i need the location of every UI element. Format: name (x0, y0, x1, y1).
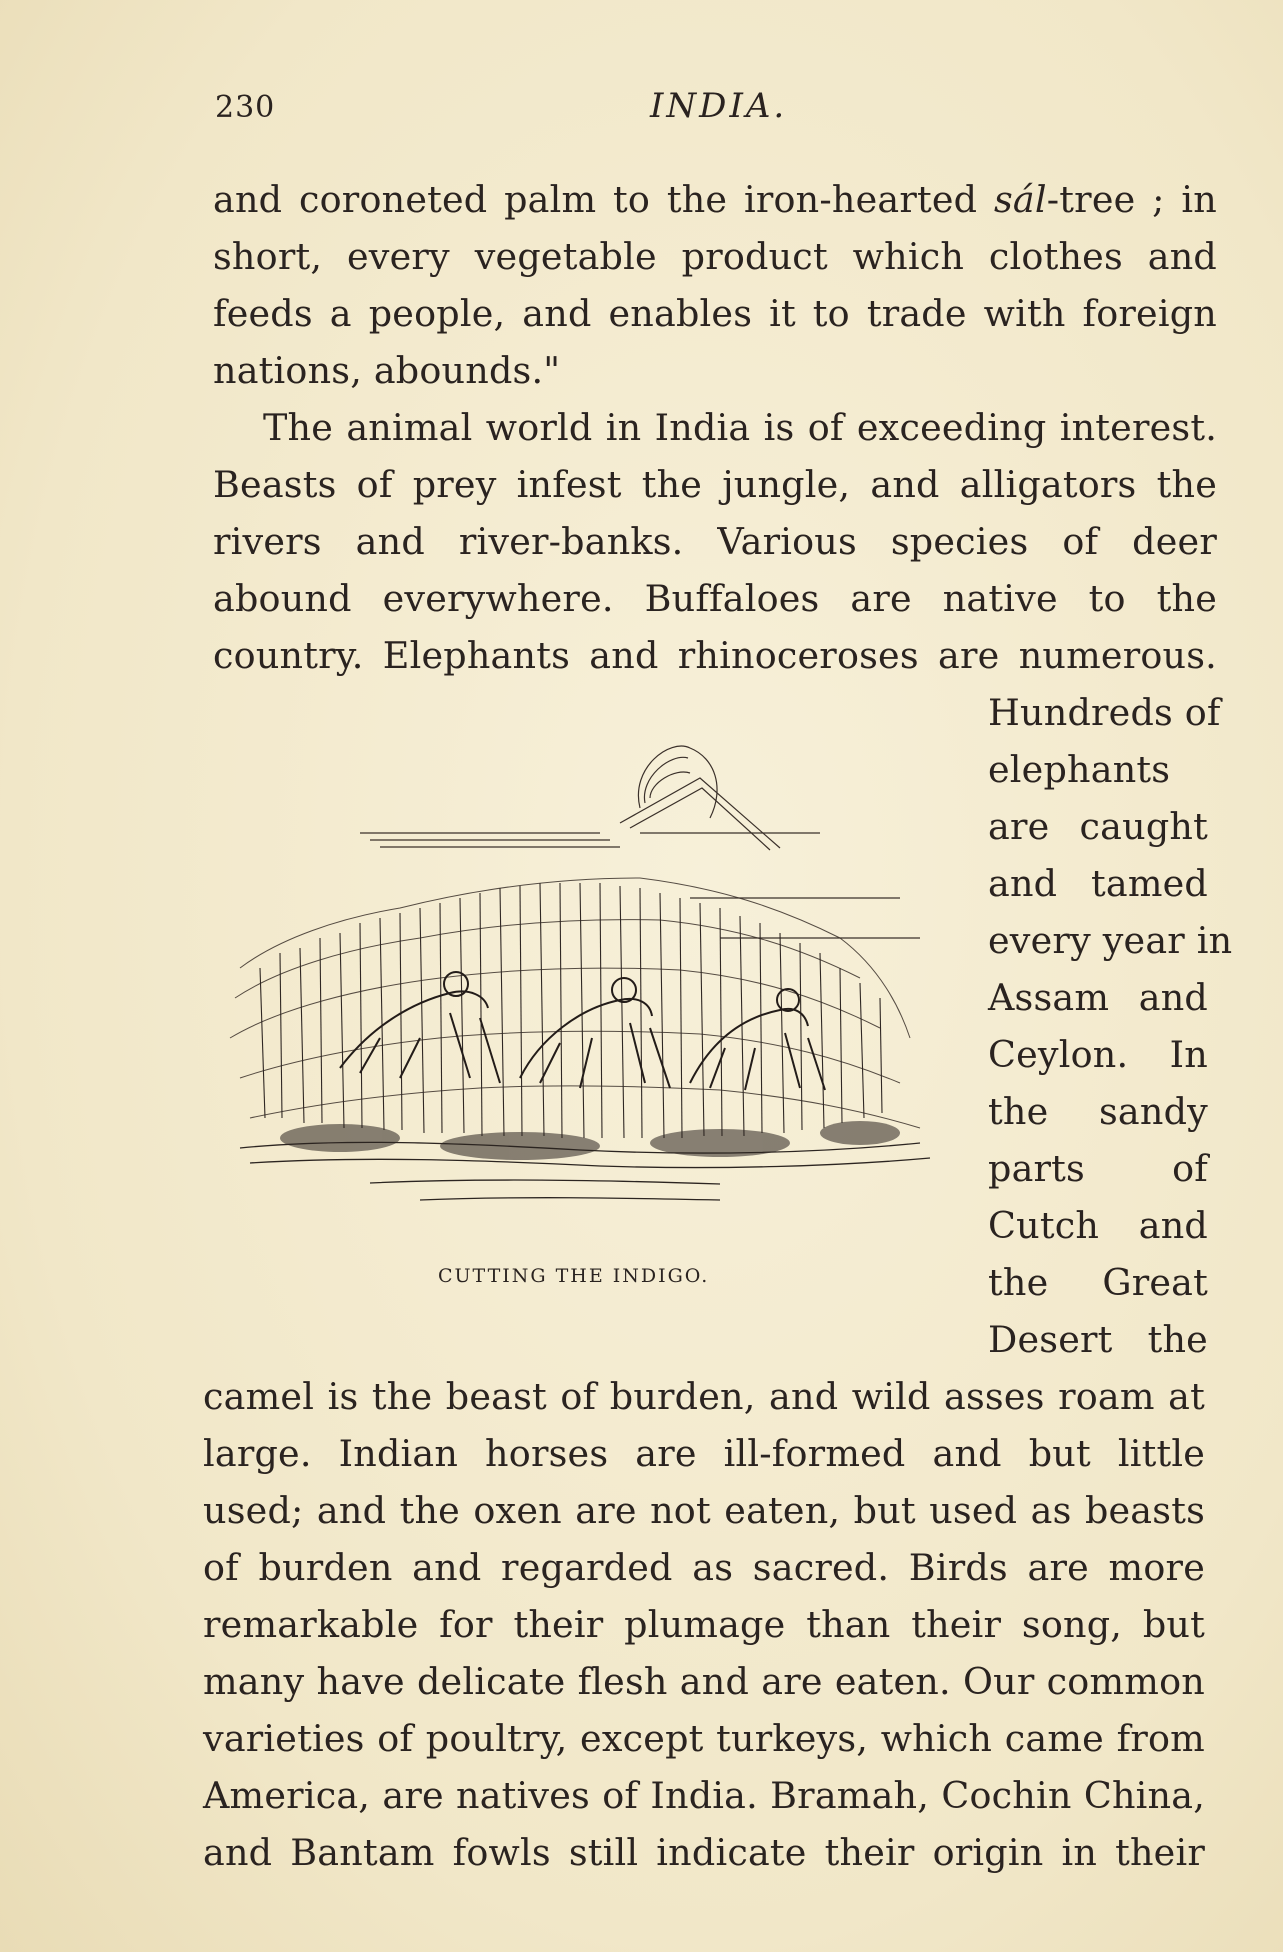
text-line: nations, abounds." (213, 349, 561, 392)
text-line: camel is the beast of burden, and wild asses roam at (203, 1375, 1205, 1418)
text-line: Desert the (988, 1318, 1208, 1361)
text-line: used; and the oxen are not eaten, but used as beasts (203, 1489, 1205, 1532)
text-line: short, every vegetable product which clothes and (213, 235, 1217, 278)
text-line: every year in (988, 919, 1233, 962)
text-line: Assam and (988, 976, 1208, 1019)
text-line: the Great (988, 1261, 1208, 1304)
text-line: are caught (988, 805, 1208, 848)
page-header (215, 80, 1210, 140)
text-line: remarkable for their plumage than their song, but (203, 1603, 1205, 1646)
text-line: and tamed (988, 862, 1208, 905)
text-line: Hundreds of (988, 691, 1221, 734)
text-line: feeds a people, and enables it to trade with foreign (213, 292, 1217, 335)
text-line: country. Elephants and rhinoceroses are numerous. (213, 634, 1217, 677)
text-line: many have delicate flesh and are eaten. Our common (203, 1660, 1205, 1703)
text-line: the sandy (988, 1090, 1208, 1133)
text-line: rivers and river-banks. Various species of deer (213, 520, 1217, 563)
text-line: parts of (988, 1147, 1208, 1190)
text-line: elephants (988, 748, 1171, 791)
text-line: large. Indian horses are ill-formed and but little (203, 1432, 1205, 1475)
engraving-image (220, 738, 950, 1253)
text-line: abound everywhere. Buffaloes are native to the (213, 577, 1217, 620)
text-line: varieties of poultry, except turkeys, which came from (203, 1717, 1205, 1760)
page-number: 230 (215, 90, 276, 125)
text-line: and coroneted palm to the iron-hearted sál-tree ; in (213, 178, 1217, 221)
running-title: INDIA. (650, 86, 788, 126)
italic-word: sál (993, 178, 1047, 221)
indigo-illustration (220, 738, 950, 1253)
text-line: The animal world in India is of exceeding interest. (263, 406, 1217, 449)
text-line: Beasts of prey infest the jungle, and alligators the (213, 463, 1217, 506)
illustration-caption: CUTTING THE INDIGO. (438, 1265, 710, 1287)
text-line: America, are natives of India. Bramah, Cochin China, (203, 1774, 1205, 1817)
text-line: Cutch and (988, 1204, 1208, 1247)
text-line: of burden and regarded as sacred. Birds are more (203, 1546, 1205, 1589)
text-line: Ceylon. In (988, 1033, 1208, 1076)
text-line: and Bantam fowls still indicate their origin in their (203, 1831, 1205, 1874)
